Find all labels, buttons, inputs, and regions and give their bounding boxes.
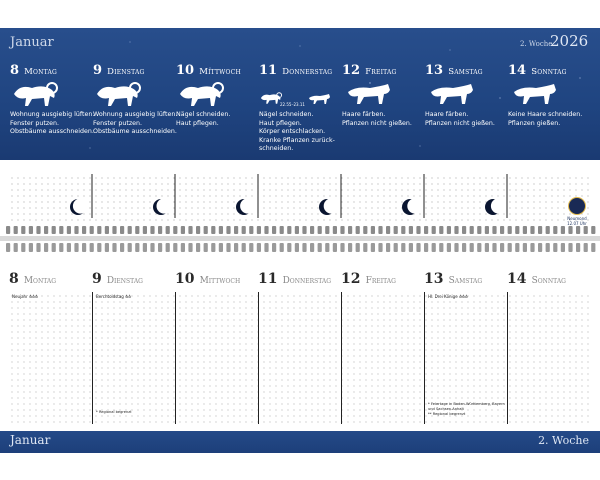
moon-phase-icon [485,198,506,215]
top-day-wednesday: 10 Mittwoch [176,63,241,78]
taurus-icon [342,80,394,106]
event-monday: Neujahr ♁♁♁ [12,294,38,299]
day-header-monday: 8 Montag [9,271,57,287]
moon-phase-icon [402,198,423,215]
moon-phase-icon [153,198,172,215]
tip-saturday: Haare färben. Pflanzen nicht gießen. [425,111,495,127]
tip-thursday: Nägel schneiden. Haut pflegen. Körper entschlacken. Kranke Pflanzen zurück- schneiden. [259,111,335,152]
top-day-sunday: 14 Sonntag [508,63,567,78]
day-box-sunday[interactable] [507,292,590,424]
day-header-sunday: 14 Sonntag [507,271,566,287]
sign-change-time: 22.55–23.11 [280,102,305,107]
day-box-thursday[interactable] [258,292,341,424]
aries-icon [10,80,60,106]
top-day-saturday: 13 Samstag [425,63,483,78]
event-saturday: Hl. Drei Könige ♁♁♁ [428,294,468,299]
spiral-binding [0,224,600,254]
footer-week: 2. Woche [538,434,589,447]
footnote-tuesday: * Regional begrenzt [96,410,132,414]
taurus-icon [508,80,560,106]
footnote-saturday: * Feiertage in Baden-Württemberg, Bayern und Sachsen-Anhalt ** Regional begrenzt [428,402,505,416]
moon-phase-strip [0,174,600,226]
moon-phase-icon [236,198,255,215]
top-day-tuesday: 9 Dienstag [93,63,145,78]
day-box-friday[interactable] [341,292,424,424]
footer-bar [0,431,600,453]
day-box-monday[interactable] [9,292,91,424]
aries-icon [93,80,143,106]
new-moon-icon [567,196,587,216]
tip-sunday: Keine Haare schneiden. Pflanzen gießen. [508,111,583,127]
tip-friday: Haare färben. Pflanzen nicht gießen. [342,111,412,127]
tip-monday: Wohnung ausgiebig lüften. Fenster putzen. Obstbäume ausschneiden. [10,111,95,135]
day-box-wednesday[interactable] [175,292,258,424]
footer-month: Januar [10,433,51,447]
header-year: 2026 [550,32,589,50]
top-day-friday: 12 Freitag [342,63,397,78]
tip-wednesday: Nägel schneiden. Haut pflegen. [176,111,231,127]
top-day-thursday: 11 Donnerstag [259,63,333,78]
taurus-icon [425,80,477,106]
aries-icon [176,80,226,106]
day-header-thursday: 11 Donnerstag [258,271,332,287]
day-header-saturday: 13 Samstag [424,271,483,287]
day-box-tuesday[interactable] [92,292,175,424]
header-week: 2. Woche [520,40,553,48]
header-month: Januar [10,35,54,50]
day-header-friday: 12 Freitag [341,271,396,287]
event-tuesday: Berchtoldstag ♁♁ [96,294,131,299]
moon-phase-icon [319,198,339,215]
moon-phase-icon [70,198,88,215]
day-header-tuesday: 9 Dienstag [92,271,143,287]
tip-tuesday: Wohnung ausgiebig lüften. Fenster putzen. Obstbäume ausschneiden. [93,111,178,135]
new-moon-label: Neumond 12.07 Uhr [567,216,587,226]
astrology-header-panel [0,28,600,160]
top-day-monday: 8 Montag [10,63,58,78]
day-header-wednesday: 10 Mittwoch [175,271,241,287]
